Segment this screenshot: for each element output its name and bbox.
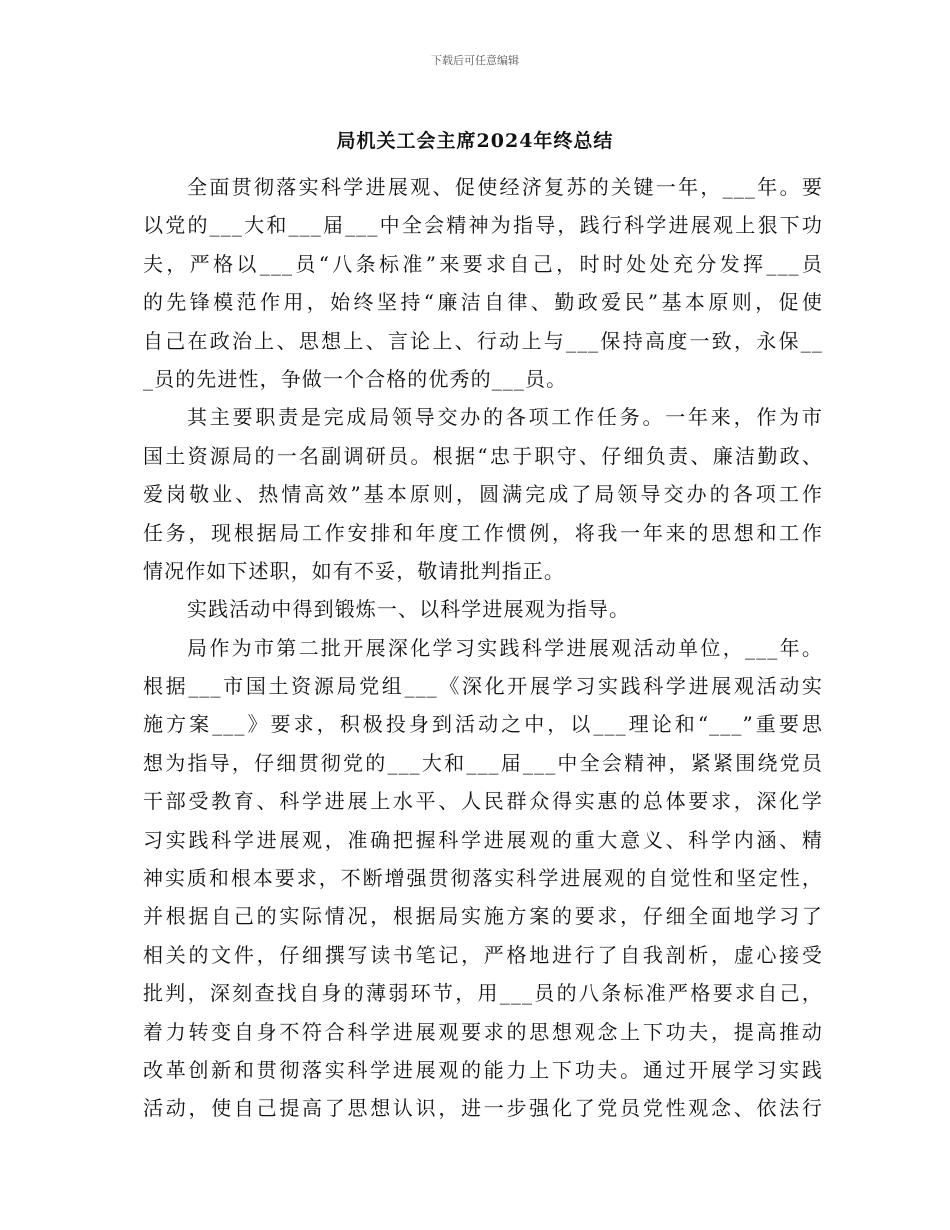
document-title: 局机关工会主席2024年终总结 xyxy=(336,130,614,152)
body-line: 以党的___大和___届___中全会精神为指导，践行科学进展观上狠下功 xyxy=(143,213,823,238)
page-header-note: 下载后可任意编辑 xyxy=(431,54,519,67)
body-line: 批判，深刻查找自身的薄弱环节，用___员的八条标准严格要求自己， xyxy=(143,981,823,1006)
body-line: 干部受教育、科学进展上水平、人民群众得实惠的总体要求，深化学 xyxy=(143,789,823,814)
body-line: 习实践科学进展观，准确把握科学进展观的重大意义、科学内涵、精 xyxy=(143,827,823,852)
body-line: 并根据自己的实际情况，根据局实施方案的要求，仔细全面地学习了 xyxy=(143,904,823,929)
body-line: _员的先进性，争做一个合格的优秀的___员。 xyxy=(143,366,568,391)
body-line: 其主要职责是完成局领导交办的各项工作任务。一年来，作为市 xyxy=(187,405,823,430)
body-line: 实践活动中得到锻炼一、以科学进展观为指导。 xyxy=(187,597,631,622)
body-line: 的先锋模范作用，始终坚持“廉洁自律、勤政爱民”基本原则，促使 xyxy=(143,290,823,315)
body-line: 相关的文件，仔细撰写读书笔记，严格地进行了自我剖析，虚心接受 xyxy=(143,942,823,967)
body-line: 局作为市第二批开展深化学习实践科学进展观活动单位，___年。 xyxy=(187,635,823,660)
body-line: 自己在政治上、思想上、言论上、行动上与___保持高度一致，永保__ xyxy=(143,328,823,353)
body-line: 神实质和根本要求，不断增强贯彻落实科学进展观的自觉性和坚定性， xyxy=(143,866,823,891)
body-line: 任务，现根据局工作安排和年度工作惯例，将我一年来的思想和工作 xyxy=(143,520,823,545)
body-line: 情况作如下述职，如有不妥，敬请批判指正。 xyxy=(143,558,565,583)
body-line: 夫，严格以___员“八条标准”来要求自己，时时处处充分发挥___员 xyxy=(143,251,823,276)
body-line: 全面贯彻落实科学进展观、促使经济复苏的关键一年，___年。要 xyxy=(187,175,823,199)
body-line: 想为指导，仔细贯彻党的___大和___届___中全会精神，紧紧围绕党员 xyxy=(143,750,823,775)
body-line: 国土资源局的一名副调研员。根据“忠于职守、仔细负责、廉洁勤政、 xyxy=(143,443,823,468)
body-line: 根据___市国土资源局党组___《深化开展学习实践科学进展观活动实 xyxy=(143,674,823,699)
body-line: 改革创新和贯彻落实科学进展观的能力上下功夫。通过开展学习实践 xyxy=(143,1057,823,1082)
body-line: 爱岗敬业、热情高效”基本原则，圆满完成了局领导交办的各项工作 xyxy=(143,482,823,507)
document-body xyxy=(143,168,823,1128)
body-line: 着力转变自身不符合科学进展观要求的思想观念上下功夫，提高推动 xyxy=(143,1019,823,1044)
body-line: 活动，使自己提高了思想认识，进一步强化了党员党性观念、依法行 xyxy=(143,1096,823,1121)
body-line: 施方案___》要求，积极投身到活动之中，以___理论和“___”重要思 xyxy=(143,712,823,737)
